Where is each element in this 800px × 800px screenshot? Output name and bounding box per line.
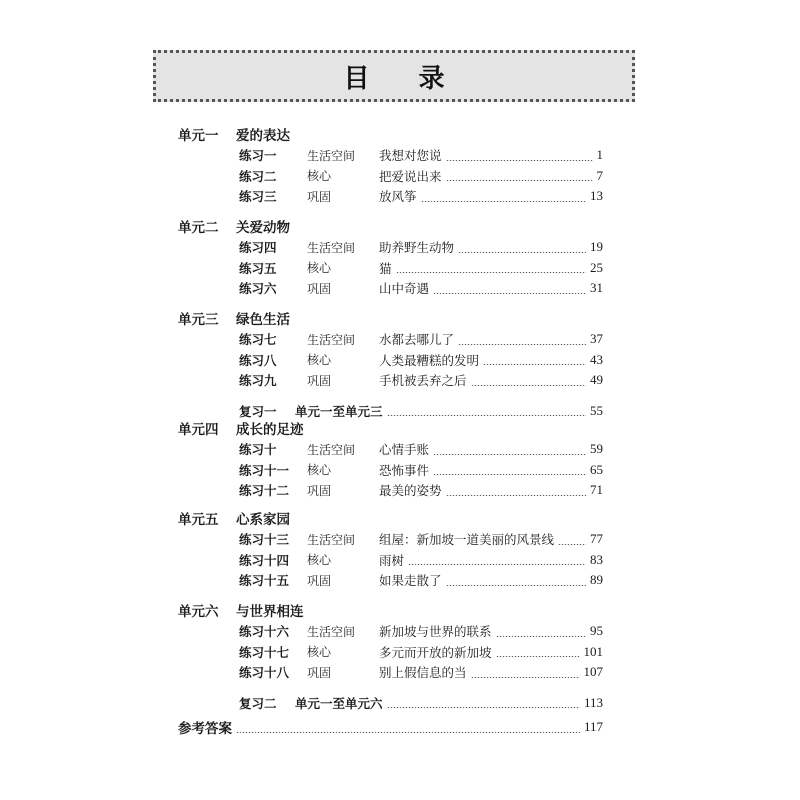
exercise-title: 水都去哪儿了	[379, 332, 455, 347]
dot-leader	[408, 564, 586, 565]
dot-leader	[458, 344, 586, 345]
exercise-category: 巩固	[307, 573, 332, 588]
review-title: 单元一至单元三	[295, 403, 383, 419]
dot-leader	[471, 385, 586, 386]
unit-label: 单元一	[178, 128, 219, 144]
exercise-title: 手机被丢弃之后	[379, 373, 467, 388]
exercise-title: 助养野生动物	[379, 240, 455, 255]
toc-entry[interactable]	[239, 480, 603, 500]
exercise-title: 组屋：新加坡一道美丽的风景线	[379, 532, 555, 547]
toc-entry[interactable]	[239, 621, 603, 641]
page-title: 目 录	[343, 63, 465, 94]
unit-name: 与世界相连	[236, 604, 304, 620]
dot-leader	[446, 495, 586, 496]
page-number: 43	[590, 351, 603, 367]
page-number: 77	[590, 531, 603, 546]
exercise-category: 核心	[307, 169, 332, 183]
dot-leader	[396, 272, 586, 273]
review-label: 复习一	[239, 403, 277, 419]
exercise-label: 练习十六	[239, 624, 290, 639]
toc-entry[interactable]	[239, 350, 603, 370]
toc-entry[interactable]	[239, 186, 603, 206]
answers-entry[interactable]	[178, 717, 603, 737]
unit-heading	[178, 600, 304, 620]
dot-leader	[421, 201, 586, 202]
exercise-category: 巩固	[307, 281, 332, 296]
unit-label: 单元四	[178, 422, 219, 438]
exercise-label: 练习三	[239, 189, 277, 204]
dot-leader	[433, 474, 586, 475]
page-number: 13	[590, 188, 603, 203]
dot-leader	[496, 656, 580, 657]
dot-leader	[496, 636, 586, 637]
page-number: 25	[590, 259, 603, 275]
page-number: 117	[583, 719, 603, 734]
unit-heading	[178, 418, 304, 438]
toc-entry[interactable]	[239, 550, 603, 570]
toc-entry[interactable]	[239, 237, 603, 257]
exercise-category: 巩固	[307, 189, 332, 204]
exercise-category: 核心	[307, 353, 332, 367]
exercise-label: 练习二	[239, 168, 277, 184]
exercise-label: 练习五	[239, 260, 277, 276]
unit-label: 单元六	[178, 604, 219, 620]
unit-heading	[178, 124, 290, 144]
exercise-label: 练习十四	[239, 552, 290, 568]
review-title: 单元一至单元六	[295, 695, 383, 711]
page-number: 113	[583, 694, 603, 710]
dot-leader	[458, 252, 586, 253]
answers-label: 参考答案	[178, 721, 232, 737]
toc-entry[interactable]	[239, 166, 603, 186]
toc-entry[interactable]	[239, 529, 603, 549]
exercise-label: 练习七	[239, 332, 277, 347]
exercise-label: 练习十	[239, 442, 277, 457]
page-number: 37	[590, 331, 603, 346]
exercise-title: 我想对您说	[379, 148, 442, 163]
exercise-label: 练习八	[239, 352, 277, 368]
page-number: 71	[590, 482, 603, 497]
exercise-title: 雨树	[379, 552, 405, 568]
page-number: 31	[590, 280, 603, 295]
exercise-title: 恐怖事件	[379, 462, 430, 478]
exercise-label: 练习十八	[239, 665, 290, 680]
exercise-label: 练习九	[239, 373, 277, 388]
toc-entry[interactable]	[239, 662, 603, 682]
dot-leader	[236, 732, 580, 733]
unit-name: 关爱动物	[236, 220, 290, 236]
unit-label: 单元五	[178, 512, 219, 528]
exercise-label: 练习十七	[239, 644, 290, 660]
unit-heading	[178, 508, 290, 528]
toc-entry[interactable]	[239, 258, 603, 278]
unit-name: 成长的足迹	[236, 422, 304, 438]
exercise-category: 巩固	[307, 665, 332, 680]
page-number: 49	[590, 372, 603, 387]
dot-leader	[471, 677, 580, 678]
exercise-category: 核心	[307, 463, 332, 477]
exercise-category: 巩固	[307, 483, 332, 498]
page-number: 65	[590, 461, 603, 477]
unit-name: 爱的表达	[236, 128, 290, 144]
unit-label: 单元三	[178, 312, 219, 328]
page-number: 83	[590, 551, 603, 567]
page-number: 7	[596, 167, 603, 183]
dot-leader	[446, 160, 593, 161]
exercise-label: 练习十五	[239, 573, 290, 588]
page-number: 59	[590, 441, 603, 456]
toc-entry[interactable]	[239, 570, 603, 590]
exercise-title: 把爱说出来	[379, 168, 442, 184]
toc-entry[interactable]	[239, 329, 603, 349]
toc-entry[interactable]	[239, 439, 603, 459]
toc-entry[interactable]	[239, 145, 603, 165]
dot-leader	[387, 415, 586, 416]
dot-leader	[446, 585, 586, 586]
exercise-label: 练习十一	[239, 462, 290, 478]
toc-entry[interactable]	[239, 370, 603, 390]
exercise-category: 生活空间	[307, 240, 356, 255]
exercise-title: 多元而开放的新加坡	[379, 644, 492, 660]
dot-leader	[446, 180, 593, 181]
exercise-title: 人类最糟糕的发明	[379, 352, 480, 368]
exercise-category: 生活空间	[307, 148, 356, 163]
page-number: 101	[583, 643, 603, 659]
exercise-label: 练习一	[239, 148, 277, 163]
page-number: 95	[590, 623, 603, 638]
exercise-category: 巩固	[307, 373, 332, 388]
exercise-title: 新加坡与世界的联系	[379, 624, 492, 639]
dot-leader	[387, 707, 580, 708]
exercise-title: 猫	[379, 260, 392, 276]
exercise-category: 生活空间	[307, 442, 356, 457]
review-entry[interactable]	[239, 693, 603, 713]
exercise-category: 生活空间	[307, 332, 356, 347]
review-label: 复习二	[239, 695, 277, 711]
exercise-title: 最美的姿势	[379, 483, 442, 498]
page-number: 19	[590, 239, 603, 254]
toc-entry[interactable]	[239, 460, 603, 480]
page-number: 1	[596, 147, 603, 162]
exercise-category: 核心	[307, 645, 332, 659]
exercise-label: 练习十二	[239, 483, 290, 498]
exercise-title: 山中奇遇	[379, 281, 430, 296]
exercise-category: 核心	[307, 261, 332, 275]
exercise-label: 练习六	[239, 281, 277, 296]
dot-leader	[483, 364, 586, 365]
exercise-title: 放风筝	[379, 189, 417, 204]
unit-heading	[178, 216, 290, 236]
unit-heading	[178, 308, 290, 328]
dot-leader	[558, 544, 586, 545]
exercise-title: 别上假信息的当	[379, 665, 467, 680]
dot-leader	[433, 454, 586, 455]
toc-entry[interactable]	[239, 642, 603, 662]
exercise-category: 生活空间	[307, 624, 356, 639]
unit-label: 单元二	[178, 220, 219, 236]
unit-name: 绿色生活	[236, 312, 290, 328]
exercise-category: 核心	[307, 553, 332, 567]
page-number: 89	[590, 572, 603, 587]
exercise-category: 生活空间	[307, 532, 356, 547]
unit-name: 心系家园	[236, 512, 290, 528]
exercise-title: 心情手账	[379, 442, 430, 457]
page-number: 107	[583, 664, 603, 679]
dot-leader	[433, 293, 586, 294]
exercise-title: 如果走散了	[379, 573, 442, 588]
page-number: 55	[590, 402, 603, 418]
exercise-label: 练习四	[239, 240, 277, 255]
exercise-label: 练习十三	[239, 532, 290, 547]
toc-entry[interactable]	[239, 278, 603, 298]
